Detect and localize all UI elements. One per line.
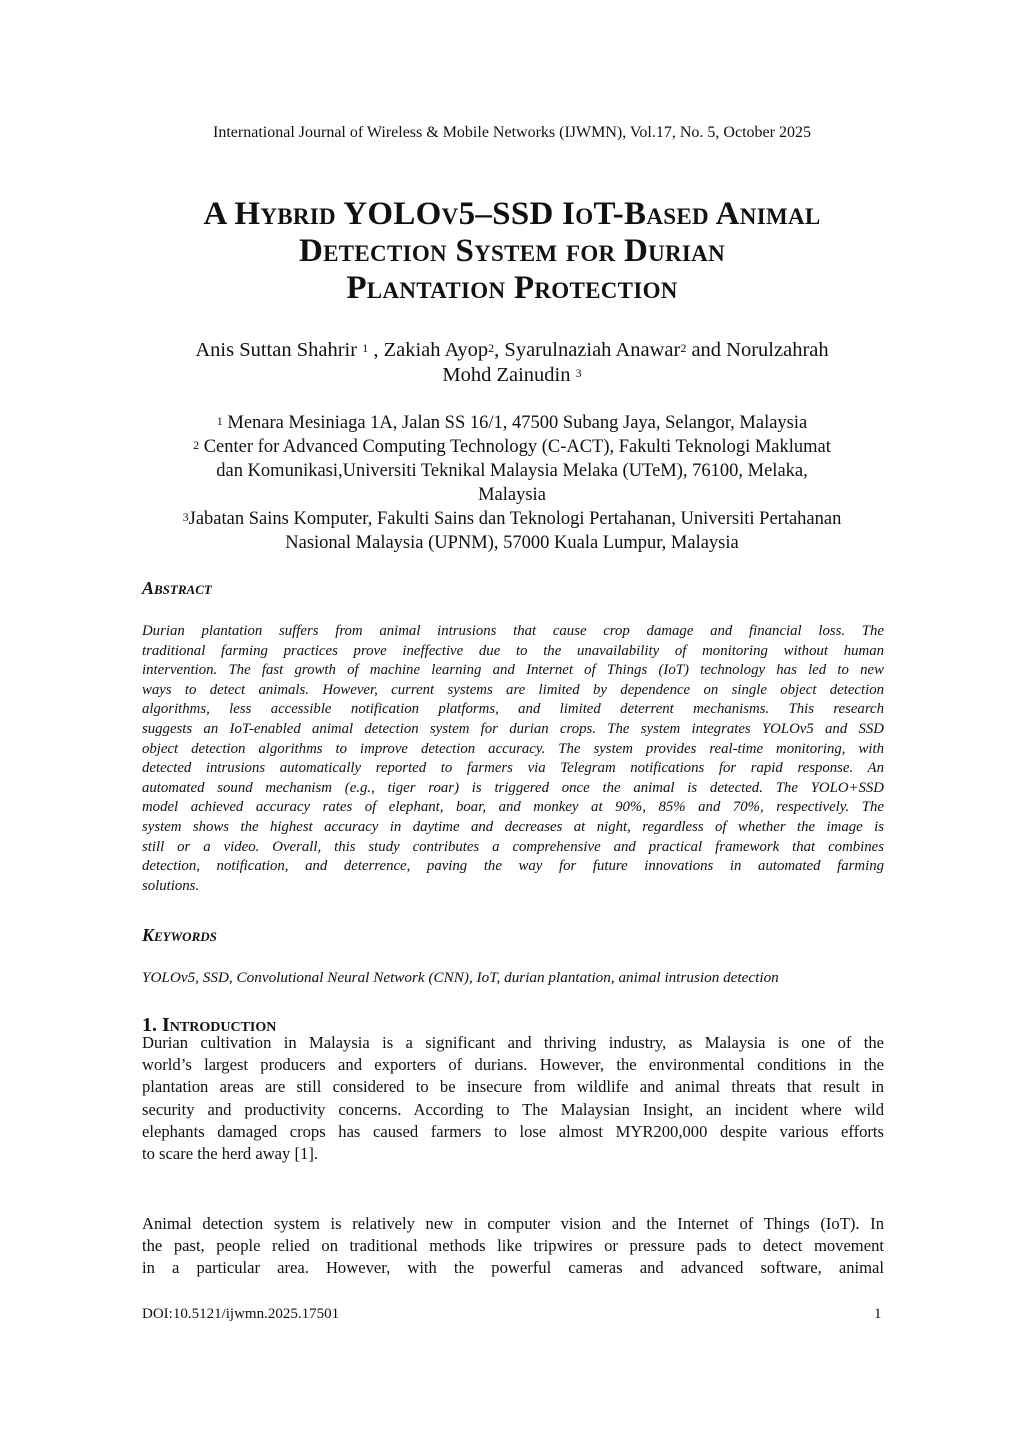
author-name: Mohd Zainudin (442, 364, 571, 386)
keywords-list: YOLOv5, SSD, Convolutional Neural Network (CNN), IoT, durian plantation, animal intrusion detection (142, 969, 779, 986)
affiliation-2-cont: Malaysia (478, 485, 546, 505)
author-affiliation-mark: 2 (488, 341, 495, 355)
affiliation-3-cont: Nasional Malaysia (UPNM), 57000 Kuala Lumpur, Malaysia (285, 533, 739, 553)
author-name: , Zakiah Ayop (373, 339, 489, 361)
author-name: Anis Suttan Shahrir (195, 339, 358, 361)
body-line: plantation areas are still considered to be insecure from wildlife and animal threats that result in (142, 1077, 884, 1097)
title-line: Plantation Protection (346, 270, 678, 306)
journal-running-head: International Journal of Wireless & Mobile Networks (IJWMN), Vol.17, No. 5, October 2025 (213, 124, 811, 141)
abstract-line: system shows the highest accuracy in daytime and decreases at night, regardless of whether the image is (142, 818, 884, 835)
affiliation-2: $^2$ Center for Advanced Computing Technology (C-ACT), Fakulti Teknologi Maklumat (193, 437, 831, 457)
body-line: elephants damaged crops has caused farmers to lose almost MYR200,000 despite various efforts (142, 1121, 884, 1141)
title-line: A Hybrid YOLOv5–SSD IoT-Based Animal (203, 196, 821, 232)
keywords-heading: Keywords (142, 925, 217, 945)
author-name: and Norulzahrah (691, 339, 829, 361)
affiliation-3: $^3$Jabatan Sains Komputer, Fakulti Sains dan Teknologi Pertahanan, Universiti Pertahanan (182, 509, 842, 529)
abstract-line: still or a video. Overall, this study contributes a comprehensive and practical framework that combines (142, 838, 884, 855)
abstract-line: intervention. The fast growth of machine learning and Internet of Things (IoT) technology has led to new (142, 662, 884, 679)
affiliations (130, 411, 894, 555)
abstract-line: Durian plantation suffers from animal intrusions that cause crop damage and financial loss. The (142, 623, 884, 639)
author-name: , Syarulnaziah Anawar (494, 339, 681, 361)
affiliation-2-cont: dan Komunikasi,Universiti Teknikal Malaysia Melaka (UTeM), 76100, Melaka, (216, 461, 808, 481)
introduction-heading: 1. Introduction (142, 1014, 277, 1036)
abstract-body (142, 622, 884, 896)
paper-title (140, 196, 884, 307)
abstract-line: suggests an IoT-enabled animal detection system for durian crops. The system integrates YOLOv5 and SSD (142, 720, 884, 737)
footer-doi: DOI:10.5121/ijwmn.2025.17501 (142, 1306, 340, 1322)
abstract-heading: Abstract (142, 578, 212, 598)
abstract-line: detection, notification, and deterrence, paving the way for future innovations in automated farming (142, 858, 884, 875)
abstract-line: automated sound mechanism (e.g., tiger roar) is triggered once the animal is detected. The YOLO+SSD (142, 779, 884, 796)
page-number: 1 (874, 1306, 882, 1322)
title-line: Detection System for Durian (298, 233, 726, 269)
body-line: the past, people relied on traditional methods like tripwires or pressure pads to detect movement (142, 1236, 884, 1256)
abstract-line: object detection algorithms to improve detection accuracy. The system provides real-time monitoring, with (142, 740, 884, 757)
body-line: security and productivity concerns. According to The Malaysian Insight, an incident where wild (142, 1099, 884, 1119)
abstract-line: traditional farming practices prove ineffective due to the unavailability of monitoring without human (142, 642, 884, 659)
abstract-line: algorithms, less accessible notification platforms, and limited deterrent mechanisms. This research (142, 701, 884, 718)
abstract-line: model achieved accuracy rates of elephant, boar, and monkey at 90%, 85% and 70%, respectively. The (142, 799, 884, 816)
author-affiliation-mark: 3 (575, 366, 582, 380)
introduction-paragraph-2 (142, 1213, 884, 1280)
introduction-paragraph-1 (142, 1032, 884, 1165)
affiliation-1: $^1$ Menara Mesiniaga 1A, Jalan SS 16/1, 47500 Subang Jaya, Selangor, Malaysia (216, 413, 808, 433)
author-affiliation-mark: 1 (362, 341, 369, 355)
body-line: in a particular area. However, with the powerful cameras and advanced software, animal (142, 1258, 884, 1278)
body-line: Durian cultivation in Malaysia is a significant and thriving industry, as Malaysia is one of the (142, 1033, 884, 1052)
body-line: Animal detection system is relatively new in computer vision and the Internet of Things (IoT). In (142, 1214, 884, 1233)
abstract-line: solutions. (142, 877, 200, 894)
body-line: to scare the herd away [1]. (142, 1143, 318, 1163)
abstract-line: detected intrusions automatically reported to farmers via Telegram notifications for rapid response. An (142, 760, 884, 777)
author-list (140, 338, 884, 388)
body-line: world’s largest producers and exporters of durians. However, the environmental conditions in the (142, 1055, 884, 1075)
author-affiliation-mark: 2 (680, 341, 687, 355)
abstract-line: ways to detect animals. However, current systems are limited by dependence on single object detection (142, 681, 884, 698)
